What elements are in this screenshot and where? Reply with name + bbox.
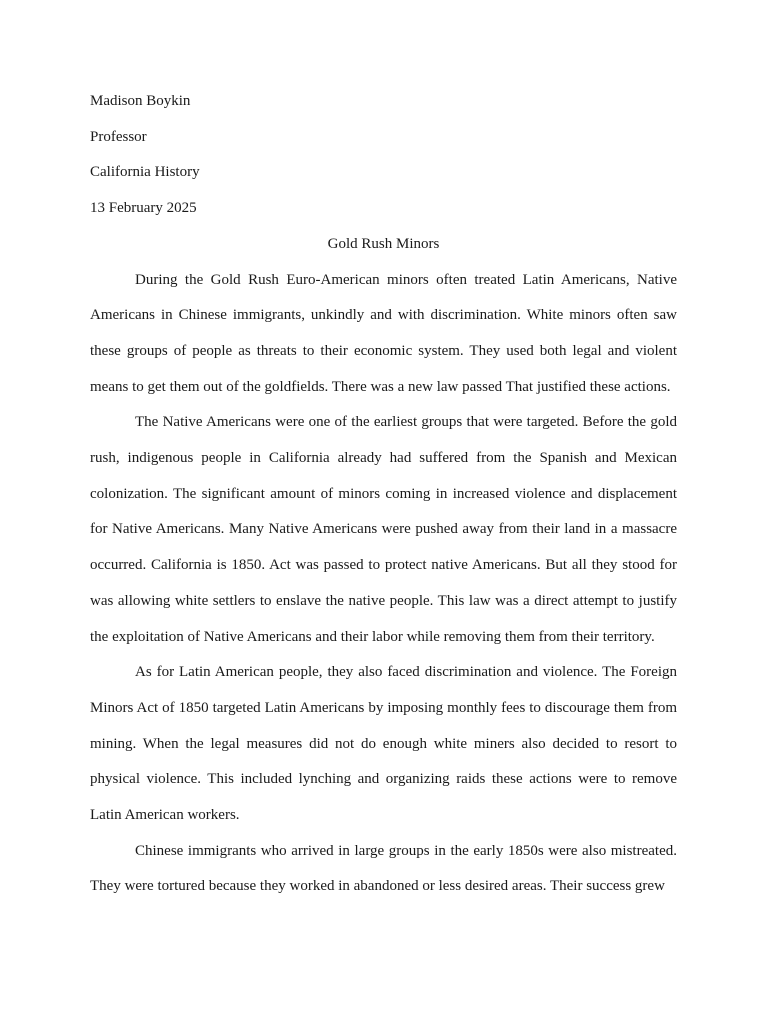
document-date: 13 February 2025 [90, 200, 197, 217]
body-paragraph: Chinese immigrants who arrived in large groups in the early 1850s were also mistreated. They were tortured because they worked in abandoned or less desired areas. Their success grew [90, 842, 677, 895]
body-paragraph: As for Latin American people, they also faced discrimination and violence. The Foreign Minors Act of 1850 targeted Latin Americans by imposing monthly fees to discourage them from mining. When the legal measures did not do enough white miners also decided to resort to physical violence. This included lynching and organizing raids these actions were to remove Latin American workers. [90, 664, 677, 824]
author-name: Madison Boykin [90, 93, 191, 109]
instructor-name: Professor [90, 128, 147, 145]
body-paragraph: The Native Americans were one of the earliest groups that were targeted. Before the gold rush, indigenous people in California already had suffered from the Spanish and Mexican colonization. The significant amount of minors coming in increased violence and displacement for Native Americans. Many Native Americans were pushed away from their land in a massacre occurred. California is 1850. Act was passed to protect native Americans. But all they stood for was allowing white settlers to enslave the native people. This law was a direct attempt to justify the exploitation of Native Americans and their labor while removing them from their territory. [90, 414, 677, 645]
document-title: Gold Rush Minors [327, 235, 440, 252]
course-name: California History [90, 164, 200, 181]
document-page [90, 84, 677, 905]
body-paragraph: During the Gold Rush Euro-American minors often treated Latin Americans, Native Americans in Chinese immigrants, unkindly and with discrimination. White minors often saw these groups of people as threats to their economic system. They used both legal and violent means to get them out of the goldfields. There was a new law passed That justified these actions. [90, 271, 677, 395]
